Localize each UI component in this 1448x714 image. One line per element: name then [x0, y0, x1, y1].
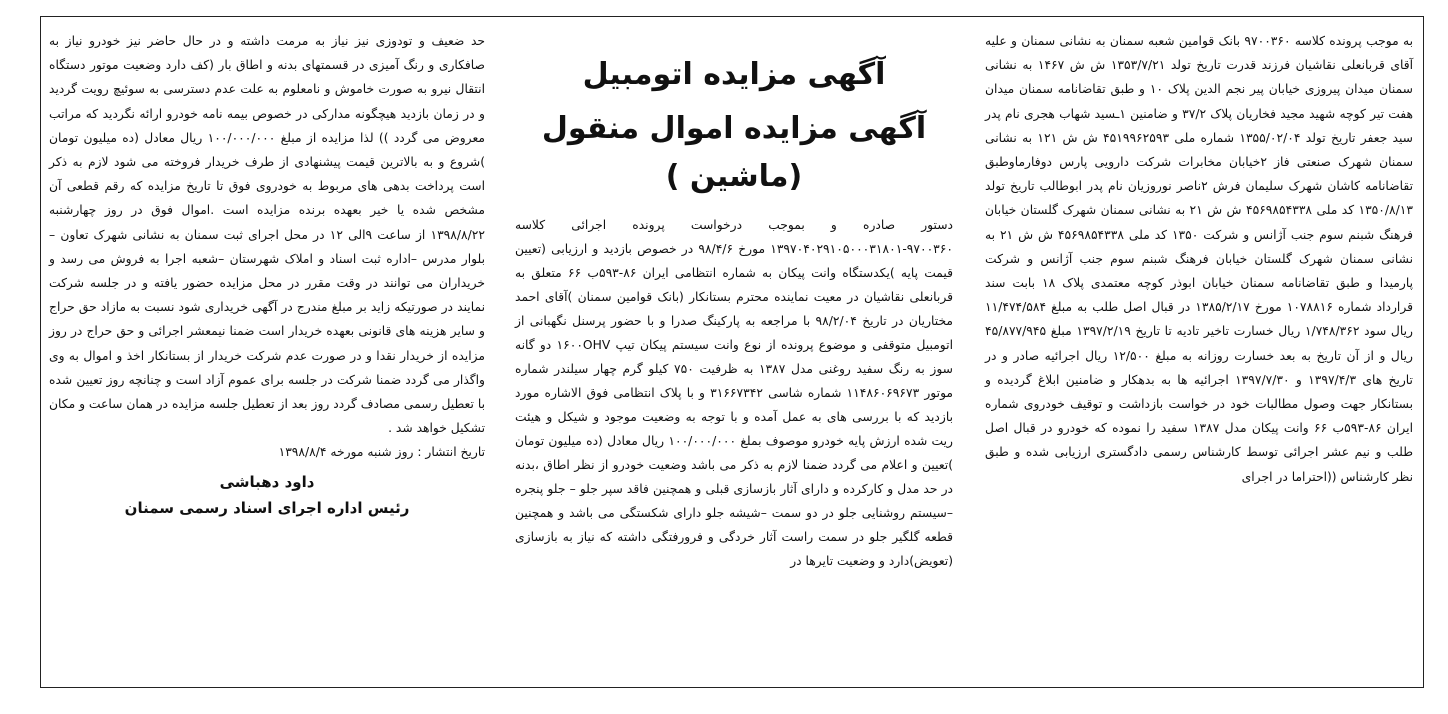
notice-title-car-auction: آگهی مزایده اتومبیل: [582, 57, 886, 92]
notice-right-column: [975, 17, 1423, 687]
notice-right-text: به موجب پرونده کلاسه ۹۷۰۰۳۶۰ بانک قوامین شعبه سمنان به نشانی سمنان و علیه آقای قربانعلی نقاشیان فرزند قدرت تاریخ تولد ۱۳۵۳/۷/۲۱ ش ش ۱۴۶۷ به نشانی سمنان میدان پیروزی خیابان پیر نجم الدین پلاک ۱۰ و طبق تقاضانامه سمنان میدان هفت تیر کوچه شهید مجید فخاریان پلاک ۳۷/۲ و ضامنین ۱ـسید شهاب هجری نام پدر سید جعفر تاریخ تولد ۱۳۵۵/۰۲/۰۴ شماره ملی ۴۵۱۹۹۶۲۵۹۳ ش ش ۱۲۱ به نشانی سمنان شهرک صنعتی فاز ۲خیابان مخابرات شرکت دارویی پارس دوفارماوطبق تقاضانامه کاشان شهرک سلیمان فرش ۲ناصر نوروزیان نام پدر ابوطالب تاریخ تولد ۱۳۵۰/۸/۱۳ کد ملی ۴۵۶۹۸۵۴۳۳۸ ش ش ۲۱ به نشانی سمنان شهرک گلستان خیابان فرهنگ شبنم سوم جنب آژانس و شرکت ۱۳۵۰ کد ملی ۴۵۶۹۸۵۴۳۳۸ ش ش ۲۱ به نشانی سمنان شهرک گلستان خیابان فرهنگ شبنم سوم جنب آژانس و شرکت پارمیدا و طبق تقاضانامه سمنان خیابان ابوذر کوچه معتمدی پلاک ۱۸ بابت سند قرارداد شماره ۱۰۷۸۸۱۶ مورخ ۱۳۸۵/۲/۱۷ در قبال اصل طلب به مبلغ ۱۱/۴۷۴/۵۸۴ ریال سود ۱/۷۴۸/۳۶۲ ریال خسارت تاخیر تادیه تا تاریخ ۱۳۹۷/۲/۱۹ مبلغ ۴۵/۸۷۷/۹۴۵ ریال و از آن تاریخ به بعد خسارت روزانه به مبلغ ۱۲/۵۰۰ ریال اجرائیه صادر و در تاریخ های ۱۳۹۷/۴/۳ و ۱۳۹۷/۷/۳۰ اجرائیه ها به بدهکار و ضامنین ابلاغ گردیده و بستانکار جهت وصول مطالبات خود در خواست بازداشت و توقیف خودروی شماره ایران ۸۶-۵۹۳ب ۶۶ وانت پیکان مدل ۱۳۸۷ سفید را نموده که خودرو در قبال اصل طلب و نیم عشر اجرائی توسط کارشناس رسمی دادگستری ارزیابی شده و طبق نظر کارشناس ((احتراما در اجرای: [985, 34, 1414, 484]
notice-middle-text: دستور صادره و بموجب درخواست پرونده اجرائی کلاسه ۹۷۰۰۳۶۰-۱۳۹۷۰۴۰۲۹۱۰۵۰۰۰۳۱۸۰۱ مورخ ۹۸/۴/۶ در خصوص بازدید و ارزیابی (تعیین قیمت پایه )یکدستگاه وانت پیکان به شماره انتظامی ایران ۸۶-۵۹۳ب ۶۶ متعلق به قربانعلی نقاشیان در معیت نماینده محترم بستانکار (بانک قوامین سمنان )آقای احمد مختاریان در تاریخ ۹۸/۲/۰۴ با مراجعه به پارکینگ صدرا و با حضور پرسنل نگهبانی از اتومبیل متوقفی و موضوع پرونده از نوع وانت سیستم پیکان تیپ ۱۶۰۰OHV دو گانه سوز به رنگ سفید روغنی مدل ۱۳۸۷ به ظرفیت ۷۵۰ کیلو گرم چهار سیلندر شماره موتور ۱۱۴۸۶۰۶۹۶۷۳ شماره شاسی ۳۱۶۶۷۳۴۲ و با پلاک انتظامی فوق الاشاره مورد بازدید که با بررسی های به عمل آمده و با توجه به وضعیت موجود و شیکل و هیئت ریت شده ارزش پایه خودرو موصوف بملغ ۱۰۰/۰۰۰/۰۰۰ ریال معادل (ده میلیون تومان )تعیین و اعلام می گردد ضمنا لازم به ذکر می باشد وضعیت خودرو از نظر اطاق ،بدنه در حد مدل و کارکرده و دارای آثار بازسازی قبلی و همچنین فاقد سپر جلو – جلو پنجره –سیستم روشنایی جلو در دو سمت –شیشه جلو دارای شکستگی می باشد و همچنین قطعه گلگیر جلو در سمت راست آثار خردگی و فرورفتگی داشته که نیاز به بازسازی (تعویض)دارد و وضعیت تایرها در: [515, 218, 954, 568]
notice-left-text: حد ضعیف و تودوزی نیز نیاز به مرمت داشته و در حال حاضر نیز خودرو نیاز به صافکاری و رنگ آمیزی در قسمتهای بدنه و اطاق بار (کف دارد وضعیت موتور دستگاه انتقال نیرو به صورت خاموش و نامعلوم به علت عدم دسترسی به سوئیچ رویت گردید و در زمان بازدید هیچگونه مدارکی در خصوص بیمه نامه خودرو ارائه نگردید که مراتب معروض می گردد )) لذا مزایده از مبلغ ۱۰۰/۰۰۰/۰۰۰ ریال معادل (ده میلیون تومان )شروع و به بالاترین قیمت پیشنهادی از طرف خریدار فروخته می شود لازم به ذکر است پرداخت بدهی های مربوط به خودروی فوق تا تاریخ مزایده که رقم قطعی آن مشخص شده یا خیر بعهده برنده مزایده است .اموال فوق در روز چهارشنبه ۱۳۹۸/۸/۲۲ از ساعت ۹الی ۱۲ در محل اجرای ثبت سمنان به نشانی شهرک تعاون –بلوار مدرس –اداره ثبت اسناد و املاک شهرستان –شعبه اجرا به فروش می رسد و خریداران می توانند در وقت مقرر در محل مزایده حضور یافته و در جلسه شرکت نمایند در صورتیکه زاید بر مبلغ مندرج در آگهی خریداری شود نسبت به مازاد حق حراج و سایر هزینه های قانونی بعهده خریدار است ضمنا نیمعشر اجرائی و حق حراج در روز مزایده از خریدار نقدا و در صورت عدم شرکت خریدار از بستانکار اخذ و اموال به وی واگذار می گردد ضمنا شرکت در جلسه برای عموم آزاد است و چنانچه روز تعیین شده با تعطیل رسمی مصادف گردد روز بعد از تعطیل جلسه مزایده در همان ساعت و مکان تشکیل خواهد شد .: [49, 34, 485, 436]
notice-title-movable-auction: آگهی مزایده اموال منقول (ماشین ): [541, 111, 927, 194]
signatory-title: رئیس اداره اجرای اسناد رسمی سمنان: [124, 498, 410, 517]
notice-middle-column: [505, 17, 963, 687]
notice-frame: [40, 16, 1424, 688]
signatory-name: داود دهباشی: [219, 472, 315, 491]
publication-date: تاریخ انتشار : روز شنبه مورخه ۱۳۹۸/۸/۴: [278, 445, 485, 460]
notice-left-column: [39, 17, 497, 687]
